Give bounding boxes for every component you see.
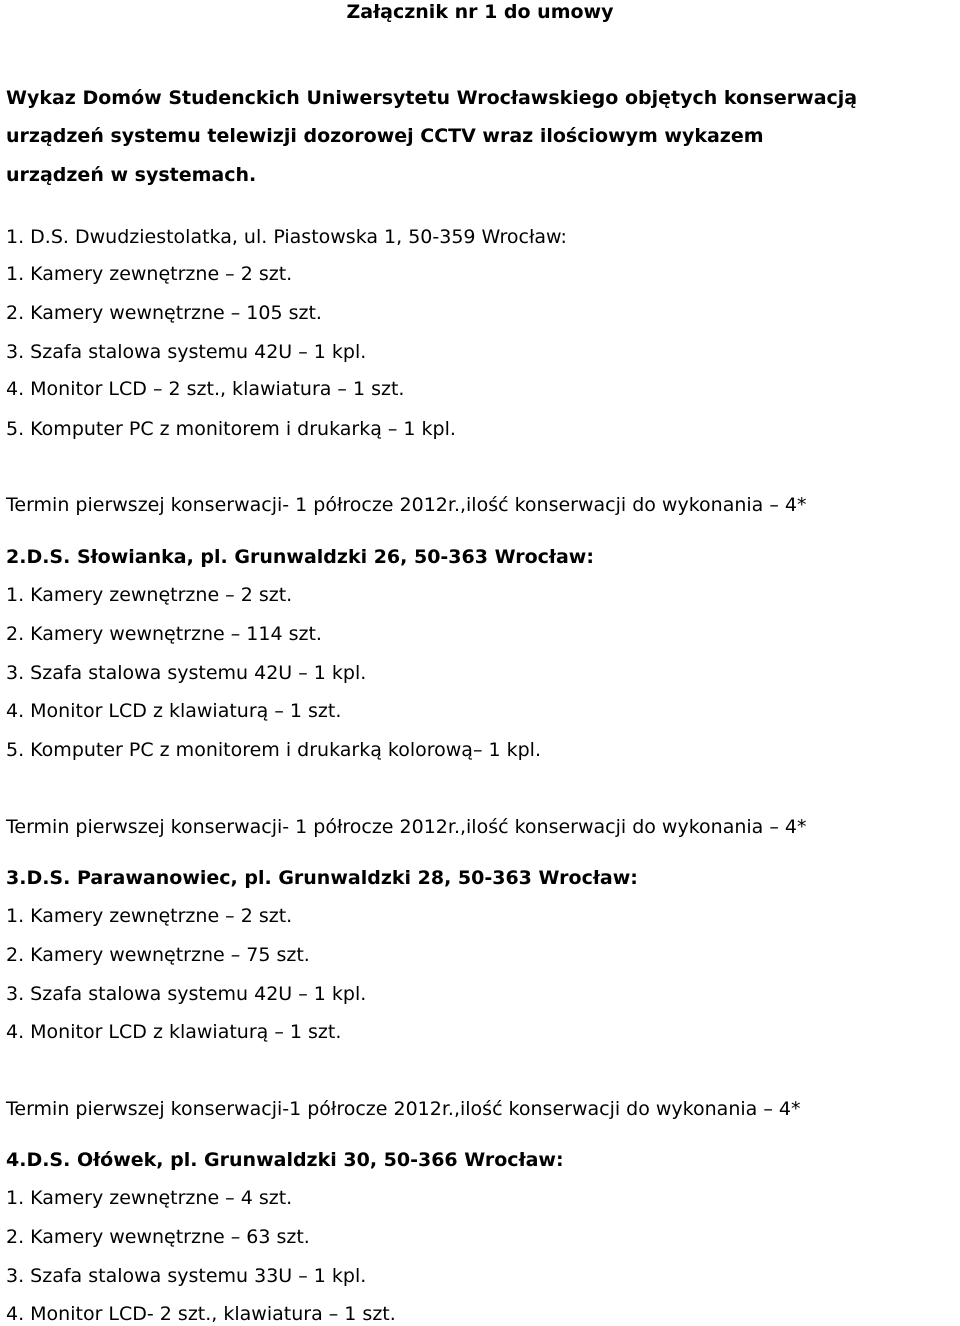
- list-item: 2. Kamery wewnętrzne – 105 szt.: [6, 302, 322, 324]
- heading-line: urządzeń w systemach.: [6, 164, 257, 186]
- list-item: 4. Monitor LCD- 2 szt., klawiatura – 1 szt.: [6, 1303, 396, 1325]
- list-item: 2. Kamery wewnętrzne – 75 szt.: [6, 944, 310, 966]
- list-item: 1. Kamery zewnętrzne – 2 szt.: [6, 905, 293, 927]
- list-item: 1. Kamery zewnętrzne – 4 szt.: [6, 1187, 293, 1209]
- list-item: 2. Kamery wewnętrzne – 63 szt.: [6, 1226, 310, 1248]
- list-item: 3. Szafa stalowa systemu 33U – 1 kpl.: [6, 1265, 367, 1287]
- list-item: 4. Monitor LCD z klawiaturą – 1 szt.: [6, 1021, 342, 1043]
- list-item: 5. Komputer PC z monitorem i drukarką – 1 kpl.: [6, 418, 456, 440]
- list-item: 4. Monitor LCD – 2 szt., klawiatura – 1 szt.: [6, 378, 405, 400]
- section-title: 1. D.S. Dwudziestolatka, ul. Piastowska 1, 50-359 Wrocław:: [6, 226, 567, 248]
- term-line: Termin pierwszej konserwacji- 1 półrocze 2012r.,ilość konserwacji do wykonania – 4*: [6, 494, 807, 516]
- section-title: 4.D.S. Ołówek, pl. Grunwaldzki 30, 50-366 Wrocław:: [6, 1149, 564, 1171]
- term-line: Termin pierwszej konserwacji- 1 półrocze 2012r.,ilość konserwacji do wykonania – 4*: [6, 816, 807, 838]
- list-item: 3. Szafa stalowa systemu 42U – 1 kpl.: [6, 662, 367, 684]
- list-item: 5. Komputer PC z monitorem i drukarką kolorową– 1 kpl.: [6, 739, 541, 761]
- heading-line: urządzeń systemu telewizji dozorowej CCTV wraz ilościowym wykazem: [6, 125, 764, 147]
- list-item: 4. Monitor LCD z klawiaturą – 1 szt.: [6, 700, 342, 722]
- term-line: Termin pierwszej konserwacji-1 półrocze 2012r.,ilość konserwacji do wykonania – 4*: [6, 1098, 801, 1120]
- list-item: 1. Kamery zewnętrzne – 2 szt.: [6, 584, 293, 606]
- heading-line: Wykaz Domów Studenckich Uniwersytetu Wrocławskiego objętych konserwacją: [6, 87, 858, 109]
- section-title: 3.D.S. Parawanowiec, pl. Grunwaldzki 28, 50-363 Wrocław:: [6, 867, 638, 889]
- attachment-title: Załącznik nr 1 do umowy: [346, 1, 614, 23]
- section-title: 2.D.S. Słowianka, pl. Grunwaldzki 26, 50-363 Wrocław:: [6, 546, 594, 568]
- list-item: 1. Kamery zewnętrzne – 2 szt.: [6, 263, 293, 285]
- list-item: 3. Szafa stalowa systemu 42U – 1 kpl.: [6, 983, 367, 1005]
- list-item: 2. Kamery wewnętrzne – 114 szt.: [6, 623, 322, 645]
- list-item: 3. Szafa stalowa systemu 42U – 1 kpl.: [6, 341, 367, 363]
